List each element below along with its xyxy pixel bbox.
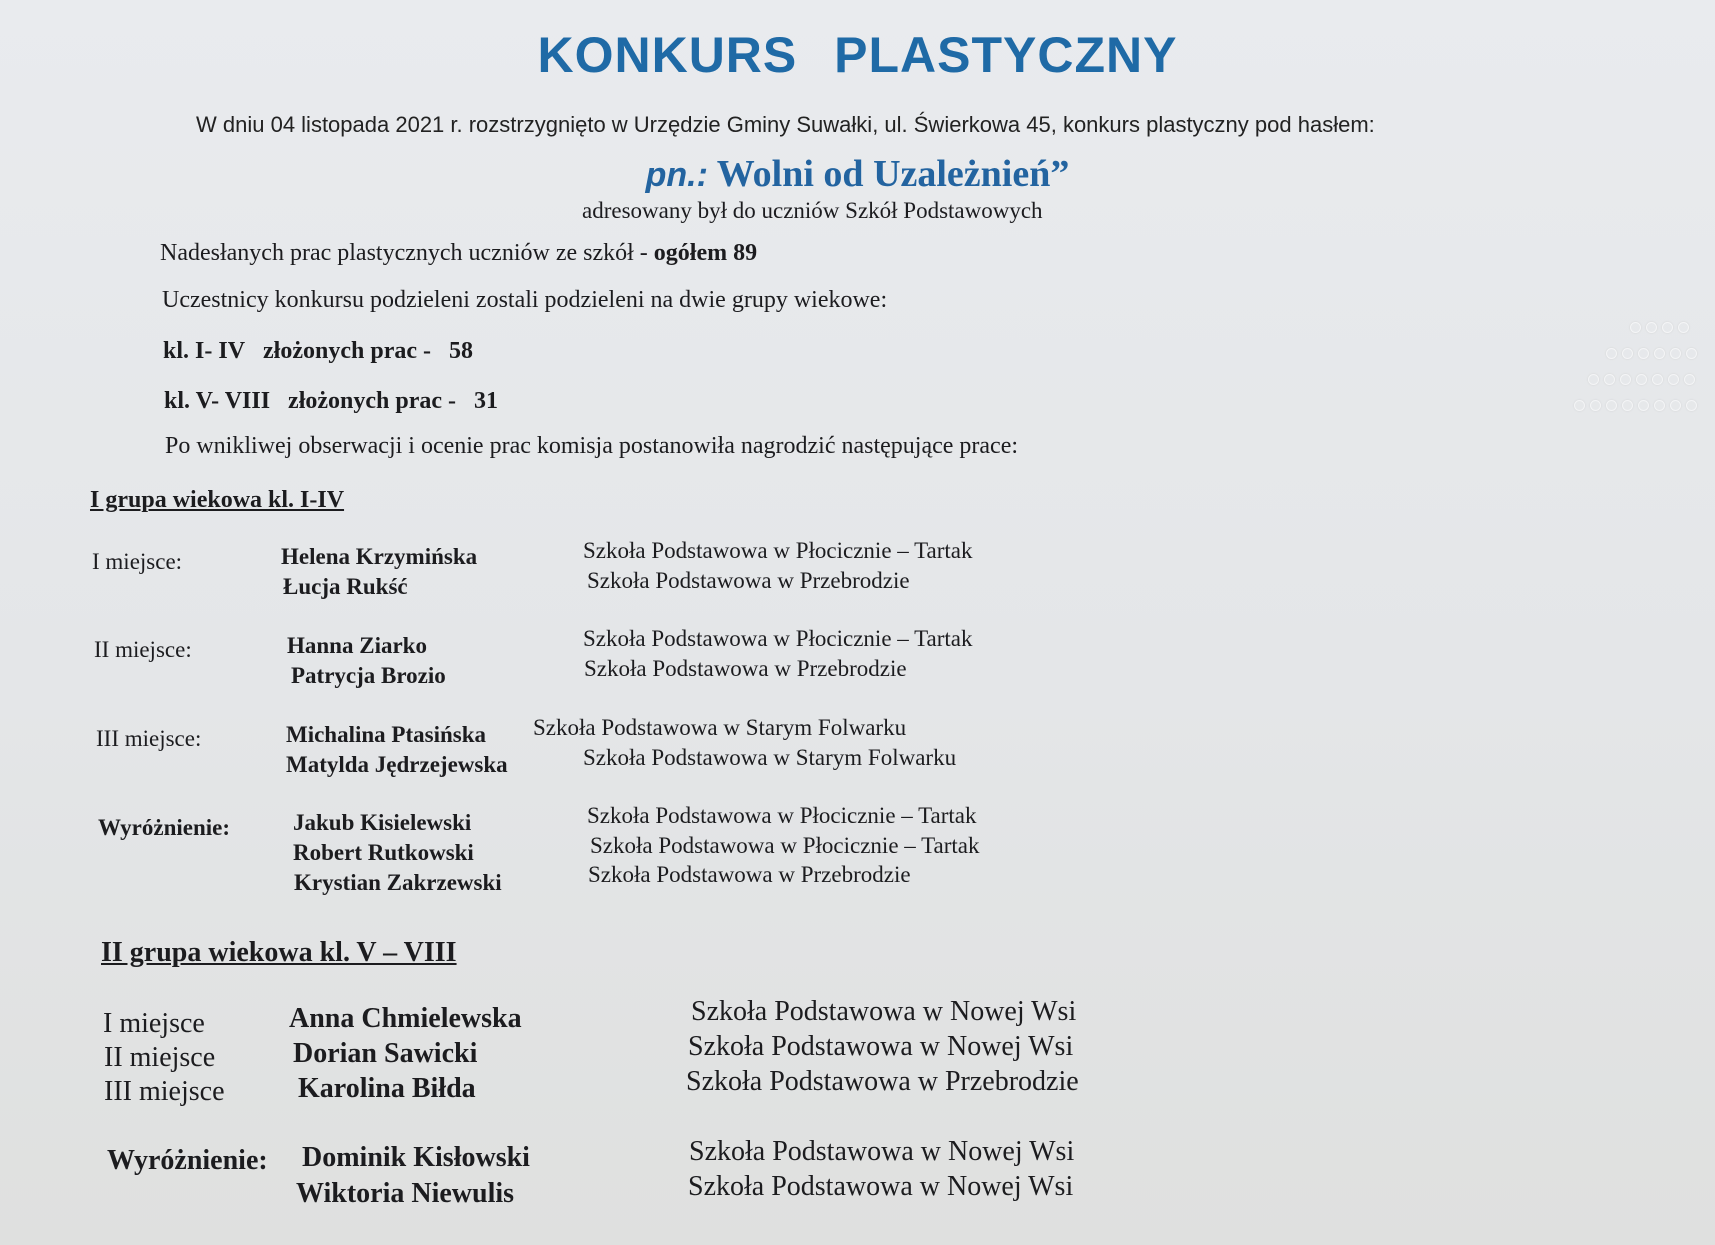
winner-name: Hanna Ziarko <box>287 633 427 658</box>
winner-name: Wiktoria Niewulis <box>296 1178 515 1209</box>
winner-school: Szkoła Podstawowa w Nowej Wsi <box>689 1136 1075 1167</box>
submitted-label: Nadesłanych prac plastycznych uczniów ze szkół - <box>160 240 648 266</box>
winner-school: Szkoła Podstawowa w Nowej Wsi <box>688 1171 1074 1202</box>
winner-school: Szkoła Podstawowa w Płocicznie – Tartak <box>583 626 973 651</box>
winner-school: Szkoła Podstawowa w Przebrodzie <box>686 1066 1079 1097</box>
winner-name: Dominik Kisłowski <box>302 1142 530 1173</box>
addressed-text: adresowany był do uczniów Szkół Podstawowych <box>582 198 1043 223</box>
group-count-value: 31 <box>474 388 499 414</box>
group2-heading: II grupa wiekowa kl. V – VIII <box>101 937 457 968</box>
winner-name: Helena Krzymińska <box>281 544 478 569</box>
winner-school: Szkoła Podstawowa w Płocicznie – Tartak <box>590 833 980 858</box>
group-count-2 <box>164 388 498 415</box>
decision-text: Po wnikliwej obserwacji i ocenie prac komisja postanowiła nagrodzić następujące prace: <box>165 433 1019 459</box>
winner-name: Robert Rutkowski <box>293 840 474 865</box>
page-title: KONKURS PLASTYCZNY <box>537 27 1178 83</box>
winner-school: Szkoła Podstawowa w Przebrodzie <box>588 862 911 887</box>
place-label: II miejsce <box>104 1042 216 1073</box>
group-count-value: 58 <box>449 338 473 364</box>
place-label: I miejsce <box>103 1008 205 1039</box>
group1-heading: I grupa wiekowa kl. I-IV <box>90 487 345 513</box>
winner-name: Karolina Biłda <box>298 1073 476 1104</box>
slogan-text: Wolni od Uzależnień” <box>716 153 1070 195</box>
winner-name: Patrycja Brozio <box>291 663 446 688</box>
winner-school: Szkoła Podstawowa w Nowej Wsi <box>688 1031 1074 1062</box>
place-label: I miejsce: <box>92 549 183 574</box>
winner-name: Łucja Rukść <box>283 574 408 599</box>
submitted-line <box>160 240 757 267</box>
place-label: Wyróżnienie: <box>98 815 231 840</box>
embossed-dot-pattern <box>1570 322 1700 432</box>
group-count-1 <box>163 338 473 365</box>
group-count-label: złożonych prac - <box>263 338 431 364</box>
group-count-classes: kl. V- VIII <box>164 388 271 414</box>
winner-school: Szkoła Podstawowa w Przebrodzie <box>584 656 907 681</box>
winner-school: Szkoła Podstawowa w Starym Folwarku <box>583 745 957 770</box>
groups-intro: Uczestnicy konkursu podzieleni zostali podzieleni na dwie grupy wiekowe: <box>162 287 888 313</box>
place-label: Wyróżnienie: <box>107 1145 268 1176</box>
intro-text: W dniu 04 listopada 2021 r. rozstrzygnięto w Urzędzie Gminy Suwałki, ul. Świerkowa 45, konkurs plastyczny pod hasłem: <box>196 112 1375 137</box>
place-label: III miejsce: <box>96 726 202 751</box>
winner-name: Anna Chmielewska <box>289 1003 522 1034</box>
winner-school: Szkoła Podstawowa w Płocicznie – Tartak <box>583 538 973 563</box>
winner-name: Krystian Zakrzewski <box>294 870 502 895</box>
group-count-label: złożonych prac - <box>288 388 457 414</box>
winner-school: Szkoła Podstawowa w Nowej Wsi <box>691 996 1077 1027</box>
winner-name: Dorian Sawicki <box>293 1038 478 1069</box>
slogan-prefix: pn.: <box>645 156 708 194</box>
winner-name: Matylda Jędrzejewska <box>286 752 508 777</box>
group-count-classes: kl. I- IV <box>163 338 246 364</box>
winner-school: Szkoła Podstawowa w Płocicznie – Tartak <box>587 803 977 828</box>
contest-slogan <box>0 152 1715 196</box>
submitted-total: ogółem 89 <box>653 240 758 266</box>
winner-school: Szkoła Podstawowa w Przebrodzie <box>587 568 910 593</box>
winner-school: Szkoła Podstawowa w Starym Folwarku <box>533 715 907 740</box>
place-label: III miejsce <box>104 1076 225 1107</box>
place-label: II miejsce: <box>94 637 192 662</box>
winner-name: Michalina Ptasińska <box>286 722 487 747</box>
winner-name: Jakub Kisielewski <box>293 810 472 835</box>
